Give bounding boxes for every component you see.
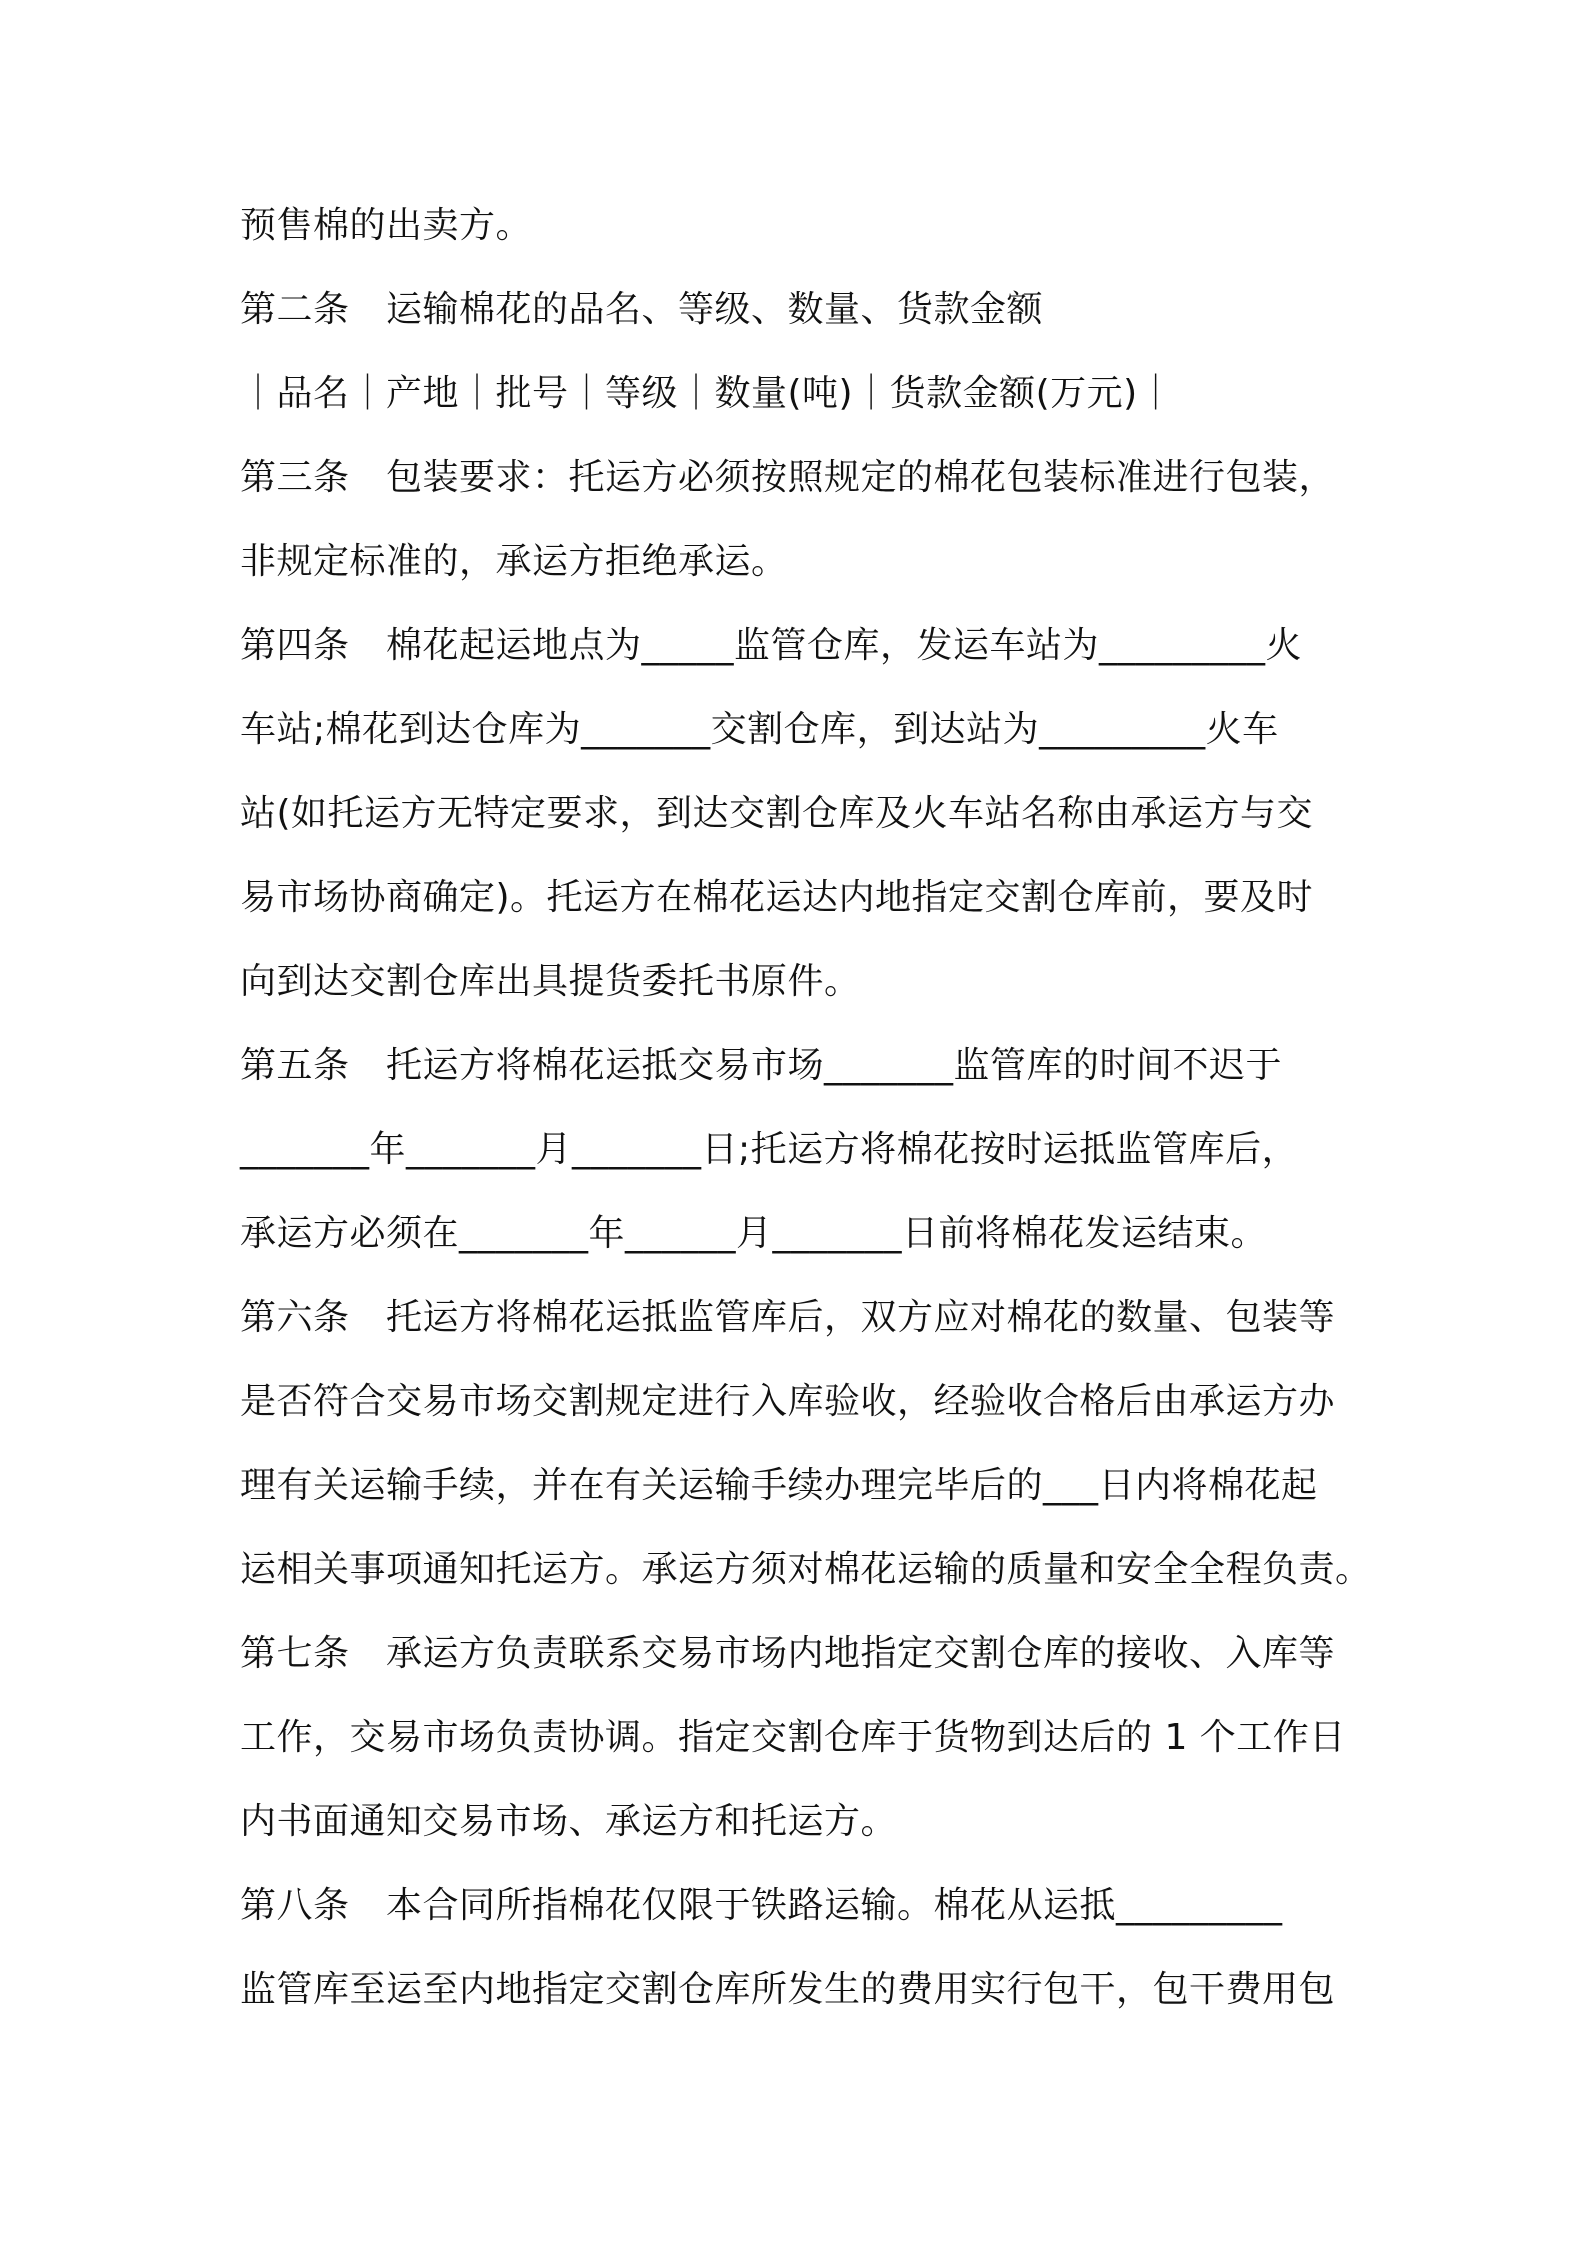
article-heading: 第四条 棉花起运地点为_____监管仓库，发运车站为_________火	[240, 625, 1303, 666]
text-line: 是否符合交易市场交割规定进行入库验收，经验收合格后由承运方办	[240, 1381, 1336, 1422]
text-line: 站(如托运方无特定要求，到达交割仓库及火车站名称由承运方与交	[240, 793, 1314, 834]
text-line: 工作，交易市场负责协调。指定交割仓库于货物到达后的 1 个工作日	[240, 1717, 1346, 1758]
text-line: 向到达交割仓库出具提货委托书原件。	[240, 961, 861, 1002]
article-heading: 第三条 包装要求：托运方必须按照规定的棉花包装标准进行包装，	[240, 457, 1336, 498]
text-line: 易市场协商确定)。托运方在棉花运达内地指定交割仓库前，要及时	[240, 877, 1314, 918]
article-heading: 第五条 托运方将棉花运抵交易市场_______监管库的时间不迟于	[240, 1045, 1283, 1086]
text-line: 预售棉的出卖方。	[240, 205, 533, 246]
table-header-row: ｜品名｜产地｜批号｜等级｜数量(吨)｜货款金额(万元)｜	[240, 373, 1175, 414]
article-heading: 第七条 承运方负责联系交易市场内地指定交割仓库的接收、入库等	[240, 1633, 1336, 1674]
text-line: 承运方必须在_______年______月_______日前将棉花发运结束。	[240, 1213, 1268, 1254]
text-line: 车站;棉花到达仓库为_______交割仓库，到达站为_________火车	[240, 709, 1279, 750]
text-line: 监管库至运至内地指定交割仓库所发生的费用实行包干，包干费用包	[240, 1969, 1336, 2010]
text-line: 非规定标准的，承运方拒绝承运。	[240, 541, 788, 582]
article-heading: 第八条 本合同所指棉花仅限于铁路运输。棉花从运抵_________	[240, 1885, 1283, 1926]
text-line: 理有关运输手续，并在有关运输手续办理完毕后的___日内将棉花起	[240, 1465, 1318, 1506]
text-line: 运相关事项通知托运方。承运方须对棉花运输的质量和安全全程负责。	[240, 1549, 1372, 1590]
article-heading: 第六条 托运方将棉花运抵监管库后，双方应对棉花的数量、包装等	[240, 1297, 1336, 1338]
text-line: _______年_______月_______日;托运方将棉花按时运抵监管库后，	[240, 1129, 1299, 1170]
text-line: 内书面通知交易市场、承运方和托运方。	[240, 1801, 898, 1842]
article-heading: 第二条 运输棉花的品名、等级、数量、货款金额	[240, 289, 1044, 330]
